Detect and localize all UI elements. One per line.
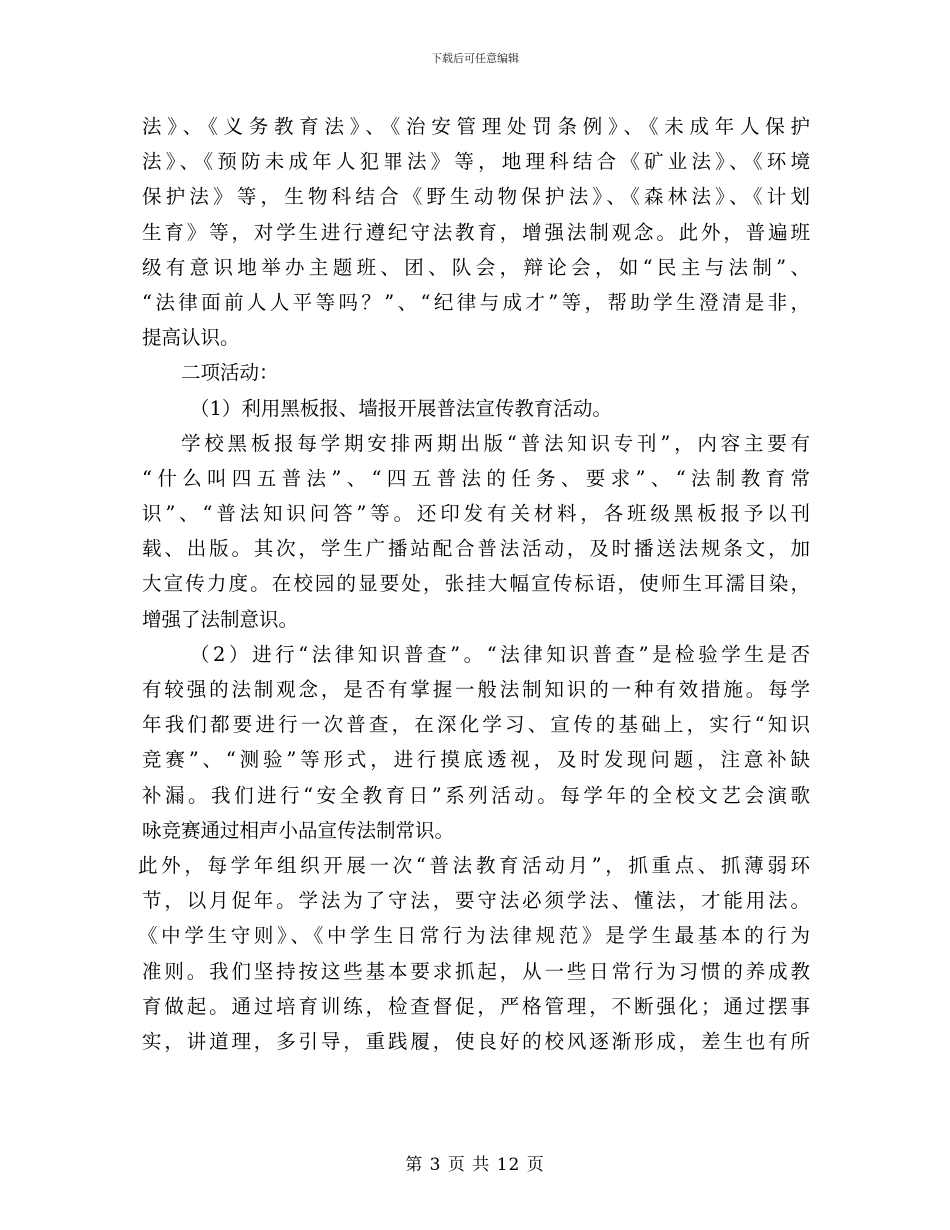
text-line: 增强了法制意识。	[142, 607, 299, 631]
text-line: 学校黑板报每学期安排两期出版“普法知识专刊”，内容主要有	[181, 431, 810, 455]
text-line: 识”、“普法知识问答”等。还印发有关材料，各班级黑板报予以刊	[142, 502, 810, 526]
text-line: 准则。我们坚持按这些基本要求抓起，从一些日常行为习惯的养成教	[142, 959, 810, 983]
section-heading: 二项活动：	[181, 361, 279, 385]
subsection-heading: （1）利用黑板报、墙报开展普法宣传教育活动。	[190, 396, 612, 420]
text-line: 实，讲道理，多引导，重践履，使良好的校风逐渐形成，差生也有所	[142, 1029, 810, 1053]
text-line: 竞赛”、“测验”等形式，进行摸底透视，及时发现问题，注意补缺	[142, 748, 810, 772]
subsection-heading: （2）进行“法律知识普查”。“法律知识普查”是检验学生是否	[190, 642, 810, 666]
text-line: 级有意识地举办主题班、团、队会，辩论会，如“民主与法制”、	[142, 255, 810, 279]
text-line: “什么叫四五普法”、“四五普法的任务、要求”、“法制教育常	[142, 466, 810, 490]
text-line: 咏竞赛通过相声小品宣传法制常识。	[142, 818, 455, 842]
text-line: 此外，每学年组织开展一次“普法教育活动月”，抓重点、抓薄弱环	[138, 853, 810, 877]
text-line: 保护法》等，生物科结合《野生动物保护法》、《森林法》、《计划	[142, 185, 810, 209]
text-line: 大宣传力度。在校园的显要处，张挂大幅宣传标语，使师生耳濡目染，	[142, 572, 810, 596]
text-line: 生育》等，对学生进行遵纪守法教育，增强法制观念。此外，普遍班	[142, 220, 810, 244]
text-line: 育做起。通过培育训练，检查督促，严格管理，不断强化；通过摆事	[142, 994, 810, 1018]
page-number-footer: 第 3 页 共 12 页	[405, 1155, 545, 1175]
text-line: 法》、《义务教育法》、《治安管理处罚条例》、《未成年人保护	[142, 115, 810, 138]
text-line: “法律面前人人平等吗？”、“纪律与成才”等，帮助学生澄清是非，	[142, 290, 810, 314]
page-header: 下载后可任意编辑	[431, 52, 519, 65]
document-body	[138, 109, 810, 1059]
text-line: 法》、《预防未成年人犯罪法》等，地理科结合《矿业法》、《环境	[142, 150, 810, 174]
text-line: 载、出版。其次，学生广播站配合普法活动，及时播送法规条文，加	[142, 537, 810, 561]
text-line: 提高认识。	[142, 326, 240, 350]
text-line: 《中学生守则》、《中学生日常行为法律规范》是学生最基本的行为	[138, 924, 810, 948]
text-line: 节，以月促年。学法为了守法，要守法必须学法、懂法，才能用法。	[142, 889, 810, 913]
text-line: 年我们都要进行一次普查，在深化学习、宣传的基础上，实行“知识	[142, 713, 810, 737]
text-line: 有较强的法制观念，是否有掌握一般法制知识的一种有效措施。每学	[142, 678, 810, 701]
text-line: 补漏。我们进行“安全教育日”系列活动。每学年的全校文艺会演歌	[142, 783, 810, 807]
